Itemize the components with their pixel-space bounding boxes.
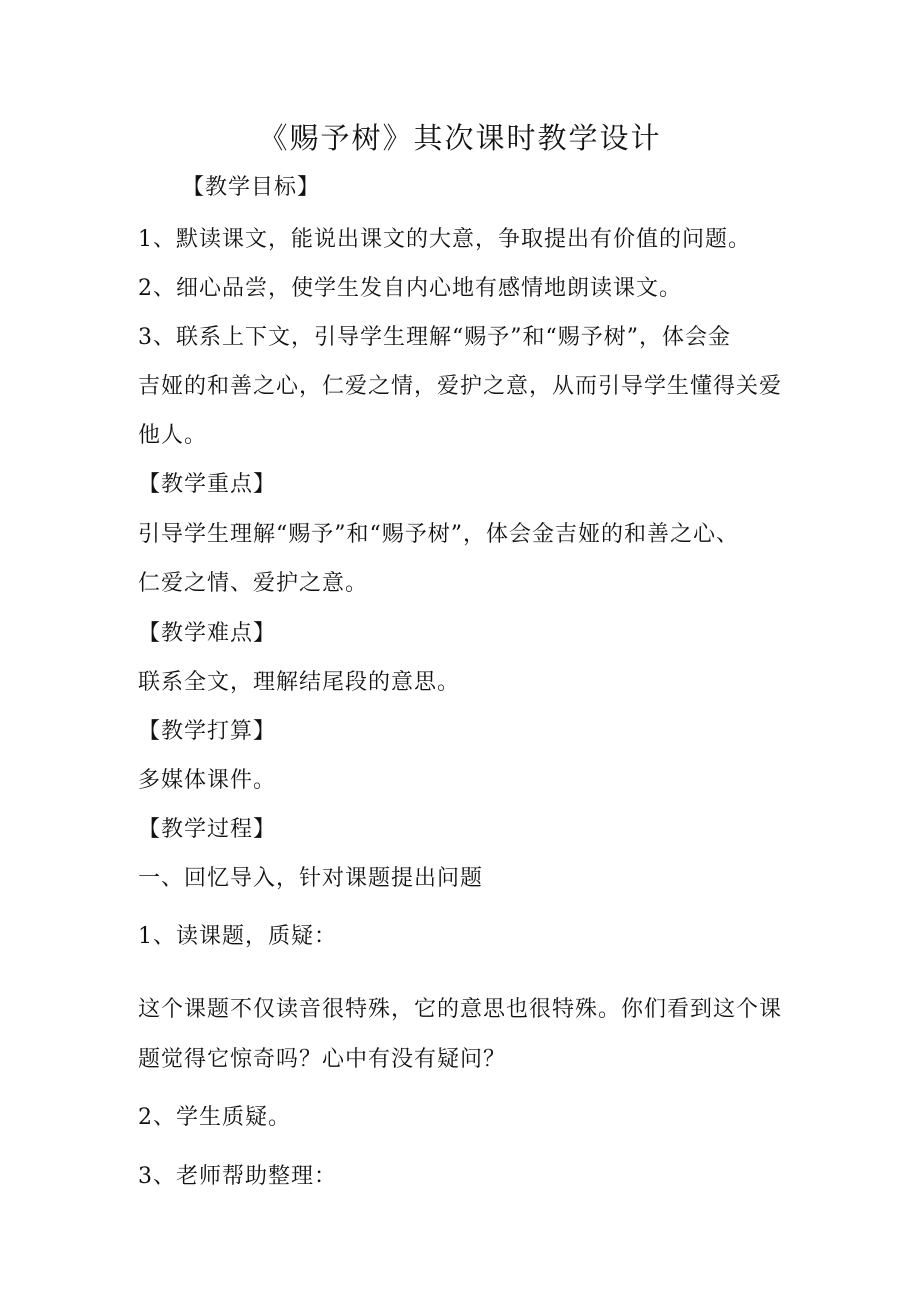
difficulty-text: 联系全文，理解结尾段的意思。 bbox=[138, 670, 461, 695]
key-points-line-1: 引导学生理解“赐予”和“赐予树”，体会金吉娅的和善之心、 bbox=[138, 522, 739, 547]
preparation-heading: 【教学打算】 bbox=[138, 719, 277, 744]
document-title: 《赐予树》其次课时教学设计 bbox=[258, 121, 662, 155]
process-section-1: 一、回忆导入，针对课题提出问题 bbox=[138, 866, 484, 891]
objectives-heading: 【教学目标】 bbox=[182, 175, 321, 200]
objective-1: 1、默读课文，能说出课文的大意，争取提出有价值的问题。 bbox=[138, 227, 751, 252]
objective-3-line-1: 3、联系上下文，引导学生理解“赐予”和“赐予树”，体会金 bbox=[138, 325, 731, 350]
process-step-3: 3、老师帮助整理： bbox=[138, 1164, 337, 1189]
objective-2: 2、细心品尝，使学生发自内心地有感情地朗读课文。 bbox=[138, 276, 682, 301]
key-points-line-2: 仁爱之情、爱护之意。 bbox=[138, 571, 369, 596]
objective-3-line-2: 吉娅的和善之心，仁爱之情，爱护之意，从而引导学生懂得关爱 bbox=[138, 374, 783, 399]
key-points-heading: 【教学重点】 bbox=[138, 472, 277, 497]
process-paragraph-line-1: 这个课题不仅读音很特殊，它的意思也很特殊。你们看到这个课 bbox=[138, 997, 783, 1022]
process-paragraph-line-2: 题觉得它惊奇吗？心中有没有疑问？ bbox=[138, 1047, 507, 1072]
process-heading: 【教学过程】 bbox=[138, 817, 277, 842]
process-step-1: 1、读课题，质疑： bbox=[138, 924, 337, 949]
difficulty-heading: 【教学难点】 bbox=[138, 621, 277, 646]
objective-3-line-3: 他人。 bbox=[138, 423, 208, 448]
process-step-2: 2、学生质疑。 bbox=[138, 1105, 291, 1130]
preparation-text: 多媒体课件。 bbox=[138, 768, 277, 793]
